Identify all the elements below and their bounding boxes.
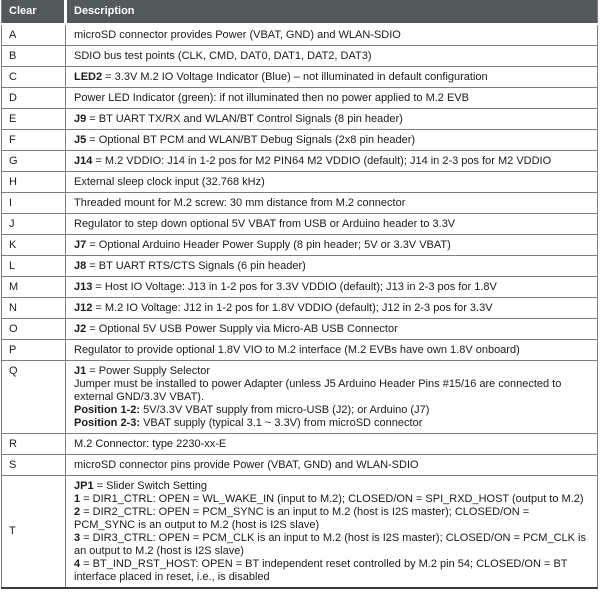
table-body xyxy=(2,24,598,588)
row-description xyxy=(66,130,598,151)
row-description xyxy=(66,193,598,214)
row-label: B xyxy=(2,46,66,67)
table-row xyxy=(2,151,598,172)
table-row xyxy=(2,46,598,67)
description-paragraph: J2 = Optional 5V USB Power Supply via Micro-AB USB Connector xyxy=(74,322,398,335)
description-paragraph: Threaded mount for M.2 screw: 30 mm distance from M.2 connector xyxy=(74,196,406,209)
description-paragraph: J13 = Host IO Voltage: J13 in 1-2 pos for 3.3V VDDIO (default); J13 in 2-3 pos for 1.8V xyxy=(74,280,497,293)
row-description xyxy=(66,46,598,67)
description-paragraph: Regulator to step down optional 5V VBAT from USB or Arduino header to 3.3V xyxy=(74,217,456,230)
row-label: C xyxy=(2,67,66,88)
row-label: R xyxy=(2,434,66,455)
description-paragraph: External sleep clock input (32.768 kHz) xyxy=(74,175,265,188)
table-row xyxy=(2,24,598,46)
table-row xyxy=(2,434,598,455)
row-label: E xyxy=(2,109,66,130)
description-table xyxy=(1,0,598,589)
row-label: M xyxy=(2,277,66,298)
table-header-row xyxy=(2,0,598,24)
row-label: P xyxy=(2,340,66,361)
description-paragraph: J5 = Optional BT PCM and WLAN/BT Debug Signals (2x8 pin header) xyxy=(74,133,416,146)
row-label: H xyxy=(2,172,66,193)
description-paragraph: M.2 Connector: type 2230-xx-E xyxy=(74,437,227,450)
description-paragraph: Position 2-3: VBAT supply (typical 3.1 ~ 3.3V) from microSD connector xyxy=(74,416,423,429)
table-row xyxy=(2,235,598,256)
row-description xyxy=(66,298,598,319)
row-label: D xyxy=(2,88,66,109)
table-row xyxy=(2,130,598,151)
row-description xyxy=(66,361,598,434)
row-label: L xyxy=(2,256,66,277)
row-description xyxy=(66,277,598,298)
column-header-clear: Clear xyxy=(2,0,66,24)
row-description xyxy=(66,172,598,193)
table-row xyxy=(2,256,598,277)
description-paragraph: J8 = BT UART RTS/CTS Signals (6 pin header) xyxy=(74,259,306,272)
row-label: A xyxy=(2,24,66,46)
row-description xyxy=(66,455,598,476)
description-paragraph: Position 1-2: 5V/3.3V VBAT supply from micro-USB (J2); or Arduino (J7) xyxy=(74,403,430,416)
row-description xyxy=(66,235,598,256)
row-description xyxy=(66,214,598,235)
description-paragraph: microSD connector provides Power (VBAT, GND) and WLAN-SDIO xyxy=(74,28,401,41)
row-description xyxy=(66,67,598,88)
row-label: K xyxy=(2,235,66,256)
description-paragraph: microSD connector pins provide Power (VBAT, GND) and WLAN-SDIO xyxy=(74,458,419,471)
table-row xyxy=(2,340,598,361)
description-paragraph: Regulator to provide optional 1.8V VIO to M.2 interface (M.2 EVBs have own 1.8V onboard) xyxy=(74,343,520,356)
table-row xyxy=(2,214,598,235)
description-paragraph: SDIO bus test points (CLK, CMD, DAT0, DAT1, DAT2, DAT3) xyxy=(74,49,372,62)
row-label: S xyxy=(2,455,66,476)
description-paragraph: 3 = DIR3_CTRL: OPEN = PCM_CLK is an input to M.2 (host is I2S master); CLOSED/ON = PCM_CLK is an output to M.2 (host is I2S slave) xyxy=(74,531,586,557)
row-label: I xyxy=(2,193,66,214)
description-paragraph: J12 = M.2 IO Voltage: J12 in 1-2 pos for 1.8V VDDIO (default); J12 in 2-3 pos for 3.3V xyxy=(74,301,493,314)
row-description xyxy=(66,88,598,109)
row-description xyxy=(66,434,598,455)
table-row xyxy=(2,319,598,340)
row-description xyxy=(66,319,598,340)
description-paragraph: 1 = DIR1_CTRL: OPEN = WL_WAKE_IN (input to M.2); CLOSED/ON = SPI_RXD_HOST (output to M.2) xyxy=(74,492,584,505)
row-description xyxy=(66,151,598,172)
row-label: N xyxy=(2,298,66,319)
row-description xyxy=(66,340,598,361)
description-paragraph: Jumper must be installed to power Adapter (unless J5 Arduino Header Pins #15/16 are connected to external GND/3.3V VBAT). xyxy=(74,377,562,403)
description-paragraph: J9 = BT UART TX/RX and WLAN/BT Control Signals (8 pin header) xyxy=(74,112,403,125)
table-row xyxy=(2,361,598,434)
row-description xyxy=(66,256,598,277)
description-paragraph: JP1 = Slider Switch Setting xyxy=(74,479,207,492)
row-label: J xyxy=(2,214,66,235)
description-paragraph: Power LED Indicator (green): if not illuminated then no power applied to M.2 EVB xyxy=(74,91,469,104)
description-paragraph: 2 = DIR2_CTRL: OPEN = PCM_SYNC is an input to M.2 (host is I2S master); CLOSED/ON = PCM_SYNC is an output to M.2 (host is I2S slave) xyxy=(74,505,530,531)
table-row xyxy=(2,476,598,589)
row-description xyxy=(66,476,598,589)
row-label: T xyxy=(2,476,66,589)
row-label: G xyxy=(2,151,66,172)
row-label: Q xyxy=(2,361,66,434)
table-row xyxy=(2,277,598,298)
table-header xyxy=(2,0,598,24)
table-row xyxy=(2,298,598,319)
description-paragraph: J7 = Optional Arduino Header Power Supply (8 pin header; 5V or 3.3V VBAT) xyxy=(74,238,451,251)
table-row xyxy=(2,109,598,130)
description-paragraph: 4 = BT_IND_RST_HOST: OPEN = BT independent reset controlled by M.2 pin 54; CLOSED/ON = BT interface placed in reset, i.e., is disabled xyxy=(74,557,568,583)
column-header-description: Description xyxy=(66,0,598,24)
row-description xyxy=(66,24,598,46)
table-row xyxy=(2,172,598,193)
row-label: O xyxy=(2,319,66,340)
row-description xyxy=(66,109,598,130)
table-row xyxy=(2,67,598,88)
table-row xyxy=(2,455,598,476)
description-paragraph: J1 = Power Supply Selector xyxy=(74,364,211,377)
table-row xyxy=(2,193,598,214)
description-paragraph: J14 = M.2 VDDIO: J14 in 1-2 pos for M2 PIN64 M2 VDDIO (default); J14 in 2-3 pos for M2 VDDIO xyxy=(74,154,552,167)
table-row xyxy=(2,88,598,109)
description-paragraph: LED2 = 3.3V M.2 IO Voltage Indicator (Blue) – not illuminated in default configuration xyxy=(74,70,488,83)
row-label: F xyxy=(2,130,66,151)
